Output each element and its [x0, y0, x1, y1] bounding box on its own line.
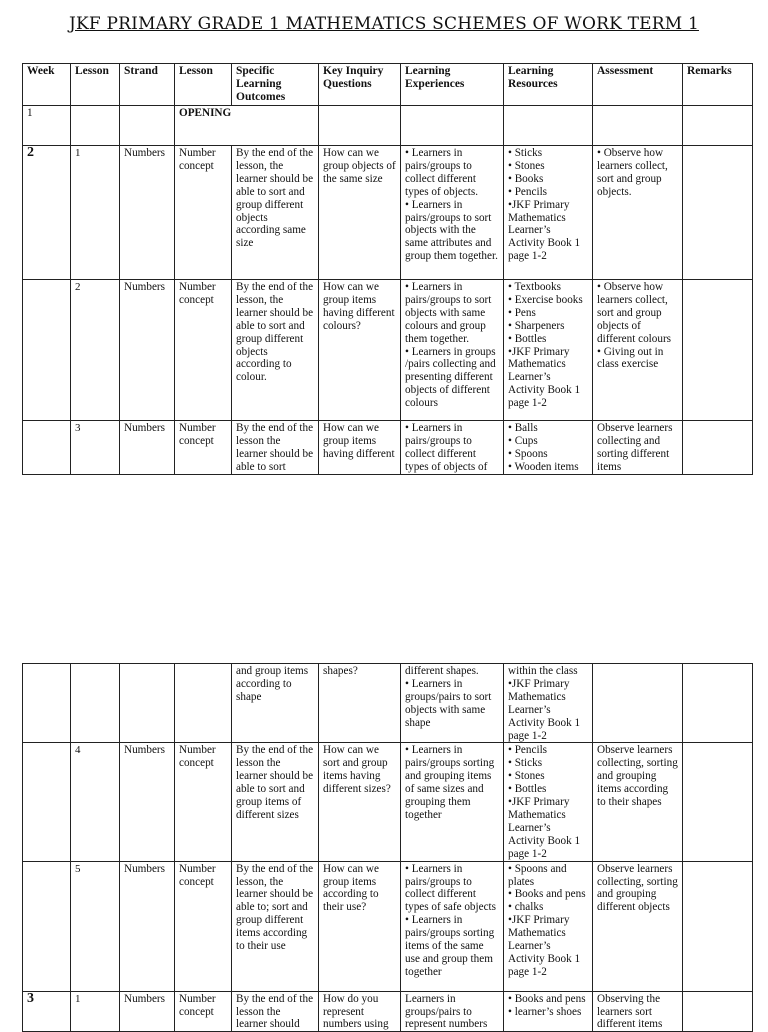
experiences-cell: • Learners in pairs/groups sorting and grouping items of same sizes and grouping them together — [401, 743, 504, 861]
header-questions: Key Inquiry Questions — [319, 64, 401, 106]
sub-strand-cell: Number concept — [175, 280, 232, 421]
week-cell — [23, 421, 71, 475]
strand-cell: Numbers — [120, 861, 175, 991]
resources-cell: • Pencils • Sticks • Stones • Bottles •JKF Primary Mathematics Learner’s Activity Book 1 page 1-2 — [504, 743, 593, 861]
lesson-number-cell: 3 — [71, 421, 120, 475]
remarks-cell — [683, 146, 753, 280]
questions-cell: How can we group items according to their use? — [319, 861, 401, 991]
sub-strand-cell: Number concept — [175, 421, 232, 475]
week-cell: 3 — [23, 991, 71, 1032]
header-remarks: Remarks — [683, 64, 753, 106]
opening-row — [23, 106, 753, 146]
table-row — [23, 421, 753, 475]
document-title: JKF PRIMARY GRADE 1 MATHEMATICS SCHEMES OF WORK TERM 1 — [69, 14, 699, 34]
outcomes-cell: By the end of the lesson, the learner should be able to sort and group different objects according same size — [232, 146, 319, 280]
experiences-cell: • Learners in pairs/groups to collect different types of objects of — [401, 421, 504, 475]
resources-cell: • Textbooks • Exercise books • Pens • Sharpeners • Bottles •JKF Primary Mathematics Learner’s Activity Book 1 page 1-2 — [504, 280, 593, 421]
questions-cell: How can we sort and group items having different sizes? — [319, 743, 401, 861]
table-row — [23, 861, 753, 991]
header-row — [23, 64, 753, 106]
experiences-cell: • Learners in pairs/groups to collect different types of objects. • Learners in pairs/groups to sort objects with the same attributes and group them together. — [401, 146, 504, 280]
remarks-cell — [683, 743, 753, 861]
experiences-cell: • Learners in pairs/groups to collect different types of safe objects • Learners in pairs/groups sorting items of the same use and group them together — [401, 861, 504, 991]
assessment-cell: Observing the learners sort different items — [593, 991, 683, 1032]
table-row — [23, 991, 753, 1032]
opening-week: 1 — [23, 106, 71, 146]
table-cell — [71, 106, 120, 146]
resources-cell: • Balls • Cups • Spoons • Wooden items — [504, 421, 593, 475]
sub-strand-cell: Number concept — [175, 146, 232, 280]
resources-cell: • Books and pens • learner’s shoes — [504, 991, 593, 1032]
experiences-cell: • Learners in pairs/groups to sort objects with same colours and group them together. • Learners in groups /pairs collecting and presenting different objects of different colours — [401, 280, 504, 421]
outcomes-cell: By the end of the lesson, the learner should be able to; sort and group different items according to their use — [232, 861, 319, 991]
resources-cell: • Sticks • Stones • Books • Pencils •JKF Primary Mathematics Learner’s Activity Book 1 page 1-2 — [504, 146, 593, 280]
assessment-cell: Observe learners collecting, sorting and grouping different objects — [593, 861, 683, 991]
strand-cell: Numbers — [120, 743, 175, 861]
header-strand: Strand — [120, 64, 175, 106]
questions-cell: How can we group items having different — [319, 421, 401, 475]
schemes-table-top — [22, 63, 753, 475]
table-cell — [504, 106, 593, 146]
opening-label: OPENING — [175, 106, 319, 146]
table-cell — [401, 106, 504, 146]
week-cell: 2 — [23, 146, 71, 280]
assessment-cell: Observe learners collecting, sorting and grouping items according to their shapes — [593, 743, 683, 861]
week-cell — [23, 861, 71, 991]
sub-strand-cell: Number concept — [175, 861, 232, 991]
sub-strand-cell: Number concept — [175, 743, 232, 861]
schemes-table-continued — [22, 663, 753, 1032]
sub-strand-cell — [175, 664, 232, 743]
assessment-cell: • Observe how learners collect, sort and group objects of different colours • Giving out in class exercise — [593, 280, 683, 421]
header-experiences: Learning Experiences — [401, 64, 504, 106]
table-row — [23, 146, 753, 280]
experiences-cell: Learners in groups/pairs to represent numbers — [401, 991, 504, 1032]
questions-cell: How can we group objects of the same size — [319, 146, 401, 280]
table-cell — [593, 106, 683, 146]
header-week: Week — [23, 64, 71, 106]
lesson-number-cell: 4 — [71, 743, 120, 861]
experiences-cell: different shapes. • Learners in groups/pairs to sort objects with same shape — [401, 664, 504, 743]
remarks-cell — [683, 991, 753, 1032]
outcomes-cell: By the end of the lesson, the learner should be able to sort and group different objects according to colour. — [232, 280, 319, 421]
table-cell — [683, 106, 753, 146]
week-cell — [23, 664, 71, 743]
header-resources: Learning Resources — [504, 64, 593, 106]
header-sub-strand: Lesson — [175, 64, 232, 106]
outcomes-cell: By the end of the lesson the learner should be able to sort and group items of different sizes — [232, 743, 319, 861]
remarks-cell — [683, 421, 753, 475]
sub-strand-cell: Number concept — [175, 991, 232, 1032]
table-row — [23, 743, 753, 861]
table-row — [23, 280, 753, 421]
week-cell — [23, 743, 71, 861]
header-lesson: Lesson — [71, 64, 120, 106]
strand-cell: Numbers — [120, 280, 175, 421]
header-assessment: Assessment — [593, 64, 683, 106]
lesson-number-cell: 1 — [71, 146, 120, 280]
remarks-cell — [683, 861, 753, 991]
resources-cell: • Spoons and plates • Books and pens • chalks •JKF Primary Mathematics Learner’s Activity Book 1 page 1-2 — [504, 861, 593, 991]
strand-cell: Numbers — [120, 991, 175, 1032]
assessment-cell: Observe learners collecting and sorting different items — [593, 421, 683, 475]
table-row — [23, 664, 753, 743]
remarks-cell — [683, 280, 753, 421]
week-cell — [23, 280, 71, 421]
assessment-cell — [593, 664, 683, 743]
outcomes-cell: By the end of the lesson the learner should — [232, 991, 319, 1032]
outcomes-cell: and group items according to shape — [232, 664, 319, 743]
lesson-number-cell: 1 — [71, 991, 120, 1032]
strand-cell — [120, 664, 175, 743]
questions-cell: How do you represent numbers using — [319, 991, 401, 1032]
table-cell — [120, 106, 175, 146]
lesson-number-cell — [71, 664, 120, 743]
resources-cell: within the class •JKF Primary Mathematics Learner’s Activity Book 1 page 1-2 — [504, 664, 593, 743]
lesson-number-cell: 2 — [71, 280, 120, 421]
table-cell — [319, 106, 401, 146]
outcomes-cell: By the end of the lesson the learner should be able to sort — [232, 421, 319, 475]
remarks-cell — [683, 664, 753, 743]
header-outcomes: Specific Learning Outcomes — [232, 64, 319, 106]
strand-cell: Numbers — [120, 421, 175, 475]
assessment-cell: • Observe how learners collect, sort and group objects. — [593, 146, 683, 280]
questions-cell: shapes? — [319, 664, 401, 743]
lesson-number-cell: 5 — [71, 861, 120, 991]
strand-cell: Numbers — [120, 146, 175, 280]
questions-cell: How can we group items having different colours? — [319, 280, 401, 421]
